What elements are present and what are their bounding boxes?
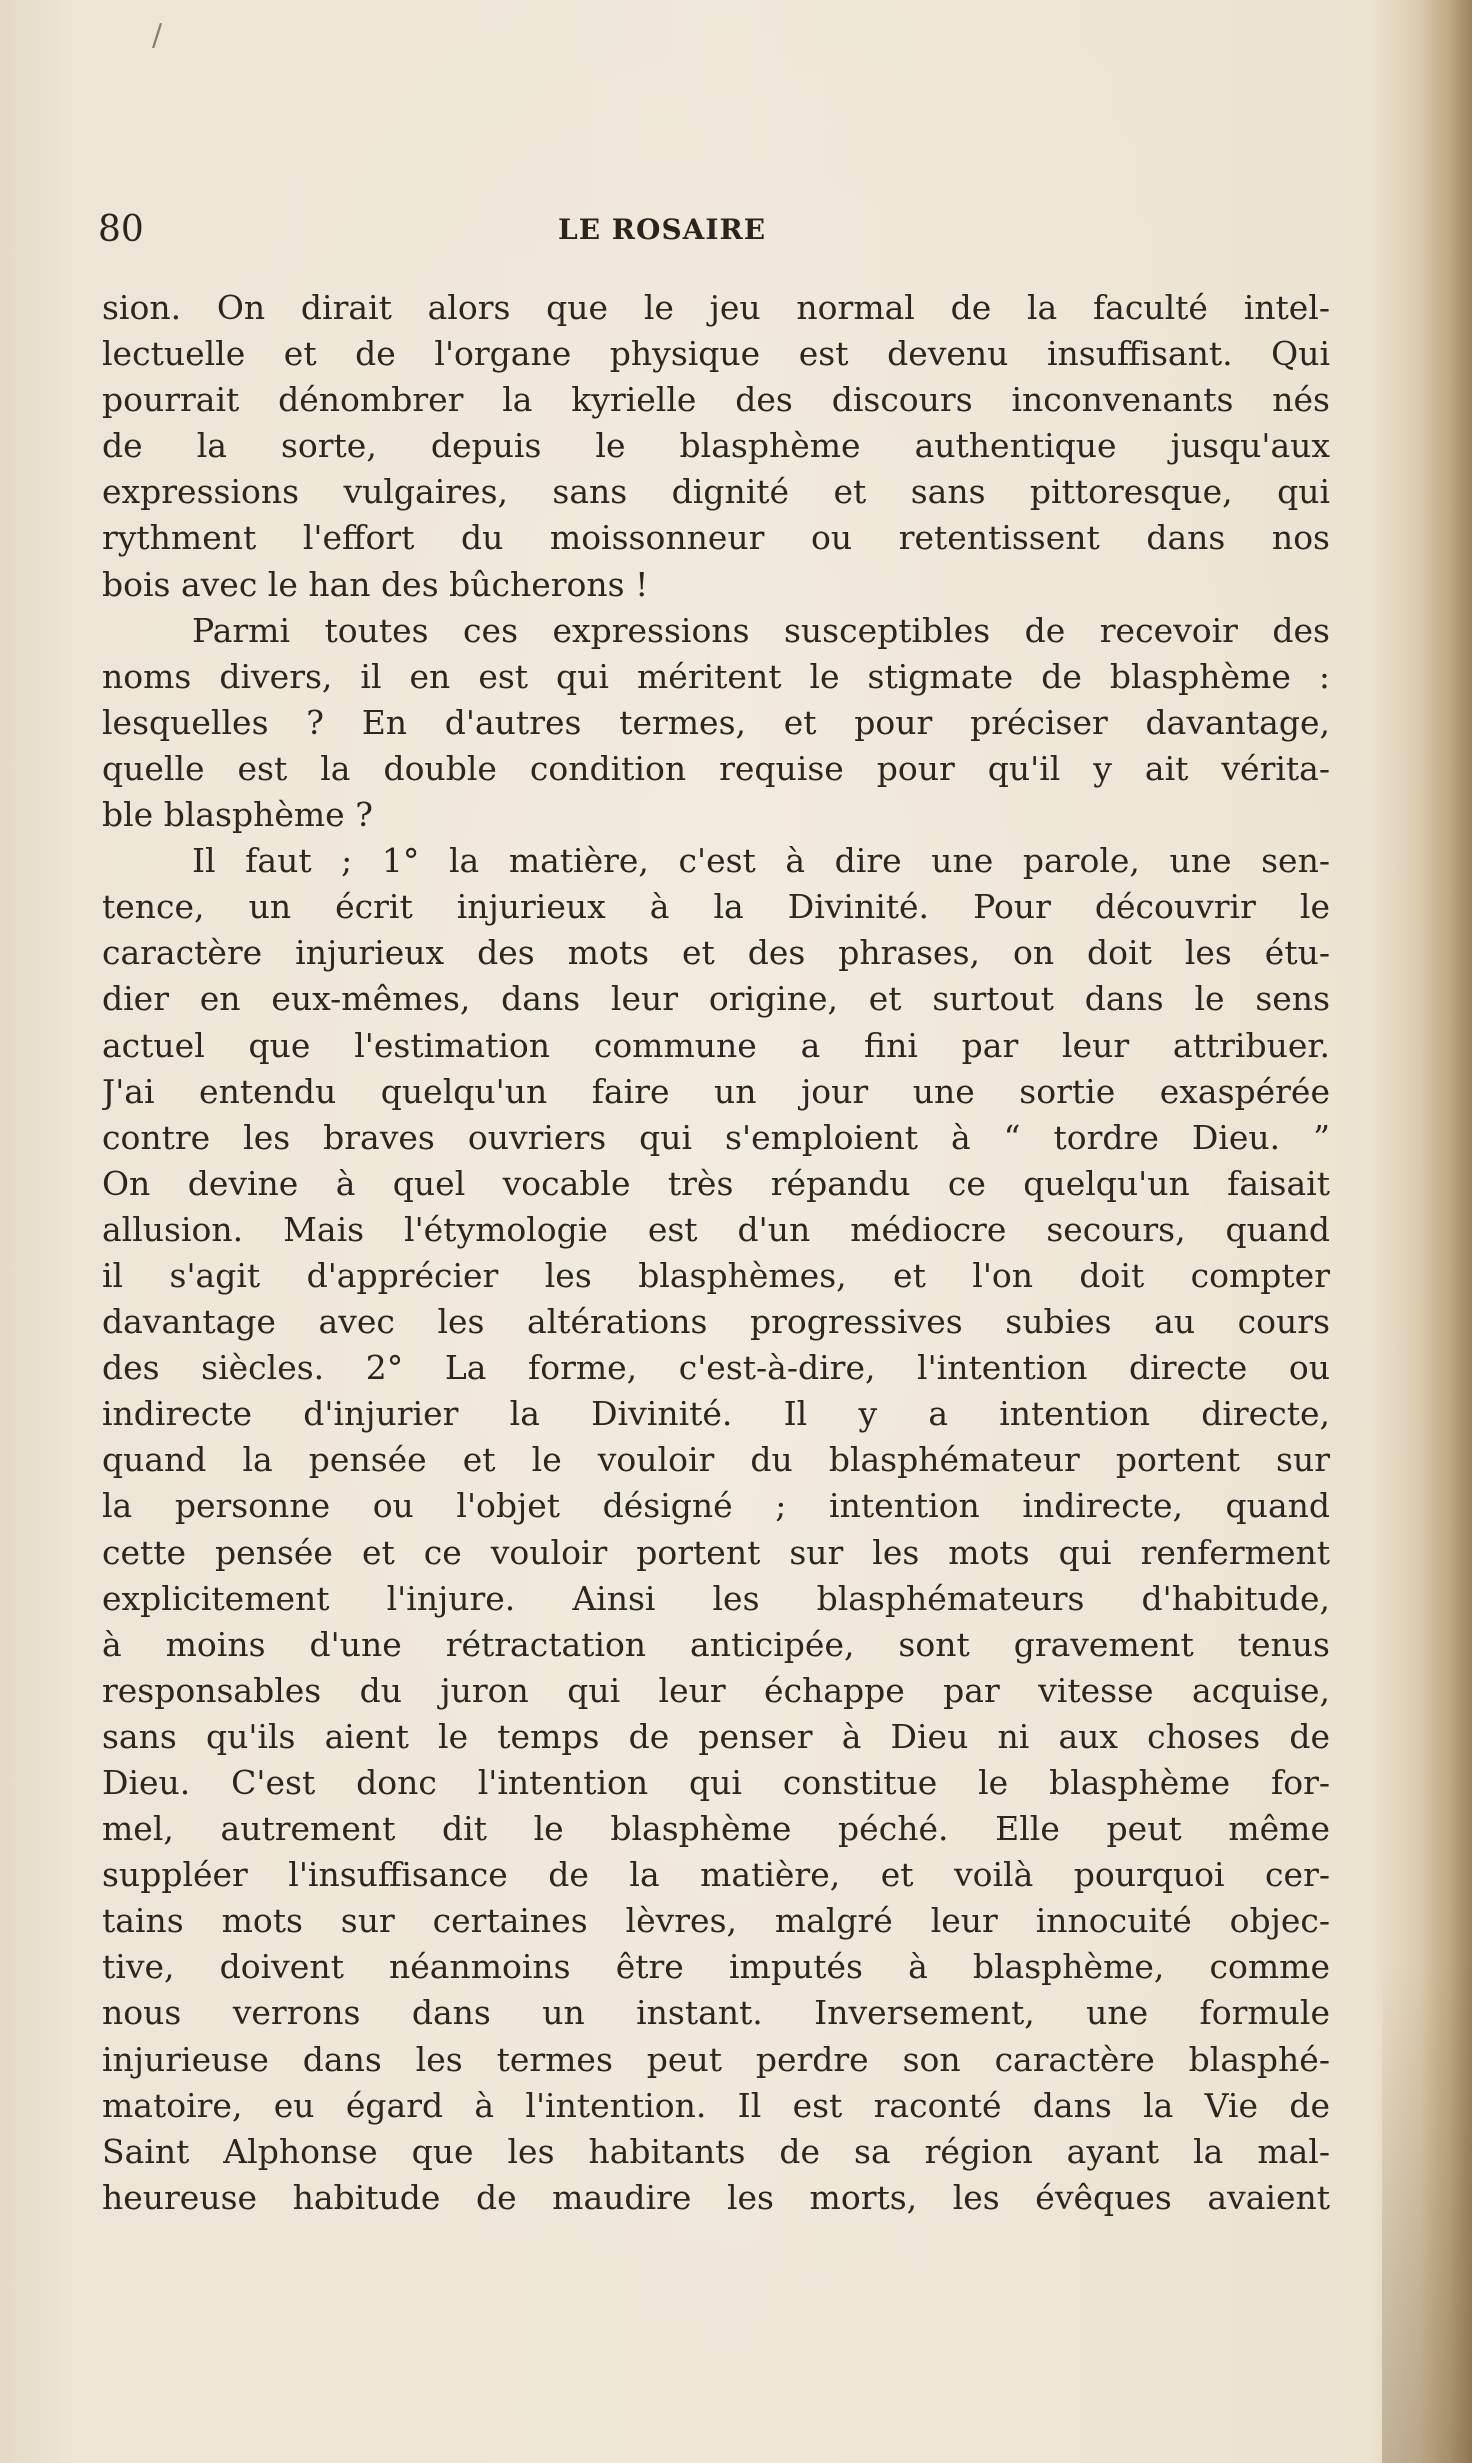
text-line: indirecte d'injurier la Divinité. Il y a intention directe, (102, 1394, 1330, 1434)
text-line: il s'agit d'apprécier les blasphèmes, et l'on doit compter (102, 1255, 1330, 1295)
text-line: tains mots sur certaines lèvres, malgré leur innocuité objec- (102, 1901, 1330, 1941)
text-line: Il faut ; 1° la matière, c'est à dire une parole, une sen- (192, 841, 1330, 881)
text-line: cette pensée et ce vouloir portent sur les mots qui renferment (102, 1532, 1330, 1572)
running-title: LE ROSAIRE (558, 213, 767, 246)
text-line: Parmi toutes ces expressions susceptibles de recevoir des (192, 610, 1330, 650)
text-line: matoire, eu égard à l'intention. Il est raconté dans la Vie de (102, 2085, 1330, 2125)
text-line: tence, un écrit injurieux à la Divinité. Pour découvrir le (102, 887, 1330, 927)
page-header (98, 205, 1338, 255)
text-line: responsables du juron qui leur échappe par vitesse acquise, (102, 1670, 1330, 1710)
text-line: injurieuse dans les termes peut perdre son caractère blasphé- (102, 2039, 1330, 2079)
text-line: allusion. Mais l'étymologie est d'un médiocre secours, quand (102, 1209, 1330, 1249)
text-line: lectuelle et de l'organe physique est devenu insuffisant. Qui (102, 334, 1330, 374)
text-line: sans qu'ils aient le temps de penser à Dieu ni aux choses de (102, 1716, 1330, 1756)
text-line: rythment l'effort du moissonneur ou retentissent dans nos (102, 518, 1330, 558)
text-line: heureuse habitude de maudire les morts, les évêques avaient (102, 2177, 1330, 2217)
text-line: quand la pensée et le vouloir du blasphémateur portent sur (102, 1440, 1330, 1480)
text-line: bois avec le han des bûcherons ! (102, 564, 649, 604)
body-text (102, 285, 1330, 2221)
text-line: Saint Alphonse que les habitants de sa région ayant la mal- (102, 2131, 1330, 2171)
text-line: davantage avec les altérations progressives subies au cours (102, 1302, 1330, 1342)
text-line: ble blasphème ? (102, 795, 373, 835)
text-line: contre les braves ouvriers qui s'emploient à “ tordre Dieu. ” (102, 1117, 1330, 1157)
text-line: de la sorte, depuis le blasphème authentique jusqu'aux (102, 426, 1330, 466)
text-line: noms divers, il en est qui méritent le stigmate de blasphème : (102, 656, 1330, 696)
text-line: J'ai entendu quelqu'un faire un jour une sortie exaspérée (102, 1071, 1330, 1111)
text-line: lesquelles ? En d'autres termes, et pour préciser davantage, (102, 702, 1330, 742)
text-line: dier en eux-mêmes, dans leur origine, et surtout dans le sens (102, 979, 1330, 1019)
text-line: sion. On dirait alors que le jeu normal de la faculté intel- (102, 288, 1330, 327)
text-line: expressions vulgaires, sans dignité et sans pittoresque, qui (102, 472, 1330, 512)
text-line: pourrait dénombrer la kyrielle des discours inconvenants nés (102, 380, 1330, 420)
text-line: caractère injurieux des mots et des phrases, on doit les étu- (102, 933, 1330, 973)
page-number: 80 (98, 209, 144, 250)
stray-pencil-mark: / (152, 18, 163, 53)
text-line: tive, doivent néanmoins être imputés à blasphème, comme (102, 1947, 1330, 1987)
text-line: des siècles. 2° La forme, c'est-à-dire, l'intention directe ou (102, 1348, 1330, 1388)
text-line: la personne ou l'objet désigné ; intention indirecte, quand (102, 1486, 1330, 1526)
text-line: suppléer l'insuffisance de la matière, et voilà pourquoi cer- (102, 1855, 1330, 1895)
page-corner-shadow (1382, 1963, 1472, 2463)
text-line: actuel que l'estimation commune a fini par leur attribuer. (102, 1025, 1330, 1065)
text-line: à moins d'une rétractation anticipée, sont gravement tenus (102, 1624, 1330, 1664)
text-line: On devine à quel vocable très répandu ce quelqu'un faisait (102, 1163, 1330, 1203)
text-line: explicitement l'injure. Ainsi les blasphémateurs d'habitude, (102, 1578, 1330, 1618)
text-line: Dieu. C'est donc l'intention qui constitue le blasphème for- (102, 1763, 1330, 1802)
text-line: quelle est la double condition requise pour qu'il y ait vérita- (102, 748, 1330, 788)
text-line: mel, autrement dit le blasphème péché. Elle peut même (102, 1809, 1330, 1849)
text-line: nous verrons dans un instant. Inversement, une formule (102, 1993, 1330, 2033)
